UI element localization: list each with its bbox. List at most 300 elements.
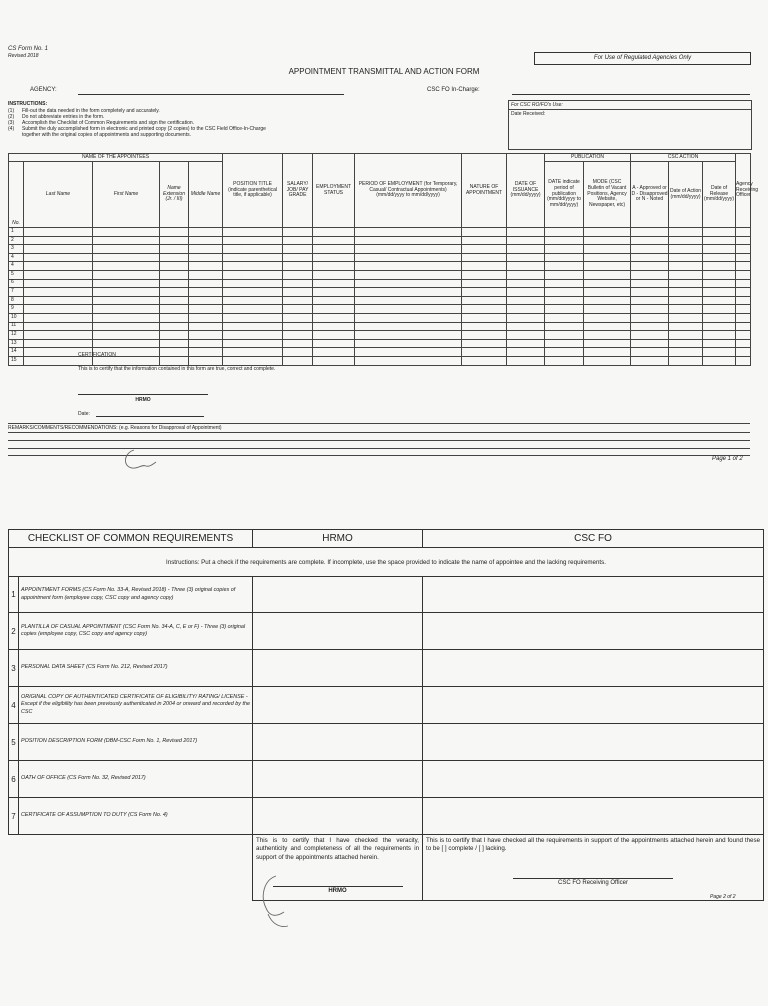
appointee-cell[interactable] <box>669 253 703 262</box>
appointee-cell[interactable] <box>223 331 283 340</box>
appointee-cell[interactable] <box>736 305 751 314</box>
appointee-cell[interactable] <box>462 356 507 365</box>
appointee-cell[interactable] <box>189 262 223 271</box>
appointee-cell[interactable] <box>283 236 313 245</box>
appointee-cell[interactable] <box>283 228 313 237</box>
appointee-cell[interactable] <box>283 348 313 357</box>
appointee-cell[interactable] <box>545 339 584 348</box>
appointee-row <box>9 262 751 271</box>
appointee-cell[interactable] <box>93 296 160 305</box>
appointee-cell[interactable] <box>355 288 462 297</box>
appointee-cell[interactable] <box>631 305 669 314</box>
appointee-cell[interactable] <box>189 348 223 357</box>
appointee-cell[interactable] <box>507 348 545 357</box>
appointee-cell[interactable] <box>584 331 631 340</box>
appointee-cell[interactable] <box>223 339 283 348</box>
appointee-cell[interactable] <box>462 305 507 314</box>
appointee-cell[interactable] <box>703 270 736 279</box>
checklist-instructions-cell <box>9 548 764 577</box>
appointee-cell[interactable] <box>736 228 751 237</box>
appointee-cell[interactable] <box>355 322 462 331</box>
appointee-cell[interactable] <box>703 313 736 322</box>
appointee-cell[interactable] <box>669 348 703 357</box>
appointee-cell[interactable] <box>24 288 93 297</box>
appointee-cell[interactable] <box>160 313 189 322</box>
appointee-cell[interactable] <box>93 279 160 288</box>
appointee-cell[interactable] <box>507 356 545 365</box>
appointee-cell[interactable] <box>283 288 313 297</box>
appointee-cell[interactable] <box>189 228 223 237</box>
appointee-cell[interactable] <box>313 356 355 365</box>
appointee-cell[interactable] <box>160 253 189 262</box>
appointee-cell[interactable] <box>584 296 631 305</box>
handwritten-initial-icon <box>116 446 158 474</box>
appointee-cell[interactable] <box>507 322 545 331</box>
appointee-cell[interactable] <box>631 296 669 305</box>
requirement-eligibility: ORIGINAL COPY OF AUTHENTICATED CERTIFICATE OF ELIGIBILITY/ RATING/ LICENSE - Except if the eligibility has been previously authenticated in 2004 or onward and recorded by the CSC <box>19 687 253 724</box>
appointee-cell[interactable] <box>93 245 160 254</box>
appointee-cell[interactable] <box>223 236 283 245</box>
checklist-instructions: Instructions: Put a check if the requirements are complete. If incomplete, use the space provided to indicate the name of appointee and the lacking requirements. <box>166 558 606 566</box>
appointee-cell[interactable] <box>189 288 223 297</box>
appointee-cell[interactable] <box>283 331 313 340</box>
appointee-cell[interactable] <box>736 331 751 340</box>
appointee-cell[interactable] <box>736 245 751 254</box>
appointee-cell[interactable] <box>160 331 189 340</box>
appointee-cell[interactable] <box>160 245 189 254</box>
appointee-cell[interactable] <box>703 228 736 237</box>
appointee-cell[interactable] <box>736 339 751 348</box>
appointee-cell[interactable] <box>669 270 703 279</box>
appointee-cell[interactable] <box>584 348 631 357</box>
appointee-cell[interactable] <box>507 253 545 262</box>
appointee-cell[interactable] <box>313 322 355 331</box>
appointee-cell[interactable] <box>24 313 93 322</box>
hrmo-check-cell[interactable] <box>253 687 423 724</box>
appointee-cell[interactable] <box>507 270 545 279</box>
appointee-cell[interactable] <box>93 262 160 271</box>
hrmo-check-cell[interactable] <box>253 613 423 650</box>
appointee-cell[interactable] <box>93 288 160 297</box>
appointee-cell[interactable] <box>631 348 669 357</box>
cscfo-check-cell[interactable] <box>423 761 764 798</box>
appointee-cell[interactable] <box>703 236 736 245</box>
appointee-cell[interactable] <box>545 322 584 331</box>
appointee-cell[interactable] <box>631 313 669 322</box>
cscfo-check-cell[interactable] <box>423 724 764 761</box>
appointee-cell[interactable] <box>283 279 313 288</box>
appointee-cell[interactable] <box>355 313 462 322</box>
appointee-cell[interactable] <box>507 236 545 245</box>
appointee-cell[interactable] <box>584 288 631 297</box>
appointee-cell[interactable] <box>160 296 189 305</box>
appointee-cell[interactable] <box>24 305 93 314</box>
appointee-cell[interactable] <box>703 288 736 297</box>
appointee-cell[interactable] <box>703 305 736 314</box>
appointee-cell[interactable] <box>355 348 462 357</box>
period-header: PERIOD OF EMPLOYMENT (for Temporary, Casual/ Contractual Appointments) (mm/dd/yyyy to mm/dd/yyyy) <box>355 154 462 228</box>
appointee-cell[interactable] <box>223 270 283 279</box>
cscfo-check-cell[interactable] <box>423 613 764 650</box>
appointee-cell[interactable] <box>223 305 283 314</box>
appointee-cell[interactable] <box>160 262 189 271</box>
appointee-cell[interactable] <box>507 305 545 314</box>
appointee-cell[interactable] <box>736 356 751 365</box>
appointee-row <box>9 270 751 279</box>
date-release-header: Date of Release (mm/dd/yyyy) <box>703 162 736 228</box>
appointee-row <box>9 322 751 331</box>
appointee-cell[interactable] <box>584 236 631 245</box>
hrmo-check-cell[interactable] <box>253 577 423 613</box>
csc-fo-field[interactable] <box>512 94 750 95</box>
blank-cell <box>9 835 253 901</box>
appointee-cell[interactable] <box>462 245 507 254</box>
appointee-cell[interactable] <box>24 262 93 271</box>
appointee-cell[interactable] <box>313 228 355 237</box>
appointee-cell[interactable] <box>93 236 160 245</box>
appointee-cell[interactable] <box>703 253 736 262</box>
appointee-cell[interactable] <box>545 228 584 237</box>
appointee-cell[interactable] <box>160 288 189 297</box>
appointee-cell[interactable] <box>160 356 189 365</box>
appointee-row <box>9 348 751 357</box>
appointee-cell[interactable] <box>584 245 631 254</box>
appointee-cell[interactable] <box>507 228 545 237</box>
hrmo-label: HRMO <box>135 397 151 403</box>
appointee-cell[interactable] <box>93 331 160 340</box>
appointee-cell[interactable] <box>223 279 283 288</box>
appointee-cell[interactable] <box>462 296 507 305</box>
appointee-cell[interactable] <box>736 270 751 279</box>
appointee-cell[interactable] <box>584 339 631 348</box>
appointee-cell[interactable] <box>24 279 93 288</box>
appointee-cell[interactable] <box>545 296 584 305</box>
appointee-cell[interactable] <box>24 322 93 331</box>
appointee-cell[interactable] <box>160 339 189 348</box>
appointee-cell[interactable] <box>631 331 669 340</box>
appointee-cell[interactable] <box>631 253 669 262</box>
appointee-cell[interactable] <box>545 313 584 322</box>
appointee-cell[interactable] <box>189 305 223 314</box>
form-revision: Revised 2018 <box>8 53 39 59</box>
appointee-cell[interactable] <box>24 270 93 279</box>
appointee-cell[interactable] <box>669 356 703 365</box>
appointee-cell[interactable] <box>313 313 355 322</box>
cscfo-column-header: CSC FO <box>423 530 764 548</box>
appointee-cell[interactable] <box>703 356 736 365</box>
appointee-cell[interactable] <box>545 279 584 288</box>
requirement-plantilla: PLANTILLA OF CASUAL APPOINTMENT (CSC Form No. 34-A, C, E or F) - Three (3) original copies (employee copy, CSC copy and agency copy) <box>19 613 253 650</box>
appointee-cell[interactable] <box>160 279 189 288</box>
appointee-cell[interactable] <box>355 270 462 279</box>
hrmo-check-cell[interactable] <box>253 650 423 687</box>
appointee-cell[interactable] <box>703 262 736 271</box>
appointee-cell[interactable] <box>223 262 283 271</box>
appointee-cell[interactable] <box>355 262 462 271</box>
appointee-cell[interactable] <box>507 262 545 271</box>
appointee-cell[interactable] <box>669 322 703 331</box>
appointee-cell[interactable] <box>313 331 355 340</box>
appointee-cell[interactable] <box>160 270 189 279</box>
appointee-cell[interactable] <box>462 253 507 262</box>
appointee-cell[interactable] <box>313 288 355 297</box>
appointee-cell[interactable] <box>736 296 751 305</box>
appointee-cell[interactable] <box>24 236 93 245</box>
appointee-cell[interactable] <box>703 331 736 340</box>
appointee-cell[interactable] <box>703 339 736 348</box>
appointee-cell[interactable] <box>355 228 462 237</box>
appointee-cell[interactable] <box>313 236 355 245</box>
appointee-cell[interactable] <box>462 228 507 237</box>
appointee-cell[interactable] <box>462 270 507 279</box>
appointee-cell[interactable] <box>355 253 462 262</box>
appointee-cell[interactable] <box>507 296 545 305</box>
appointee-cell[interactable] <box>507 279 545 288</box>
appointee-cell[interactable] <box>313 296 355 305</box>
appointee-cell[interactable] <box>462 288 507 297</box>
appointee-cell[interactable] <box>631 279 669 288</box>
appointee-cell[interactable] <box>462 348 507 357</box>
appointee-cell[interactable] <box>669 296 703 305</box>
instruction-item: (3) Accomplish the Checklist of Common Requirements and sign the certification. <box>8 120 195 126</box>
appointee-cell[interactable] <box>631 356 669 365</box>
appointee-cell[interactable] <box>24 331 93 340</box>
appointee-cell[interactable] <box>545 270 584 279</box>
appointee-cell[interactable] <box>631 322 669 331</box>
appointee-cell[interactable] <box>283 262 313 271</box>
appointee-cell[interactable] <box>93 305 160 314</box>
appointee-cell[interactable] <box>189 245 223 254</box>
appointee-cell[interactable] <box>355 236 462 245</box>
appointee-cell[interactable] <box>355 245 462 254</box>
appointee-cell[interactable] <box>160 305 189 314</box>
cscfo-check-cell[interactable] <box>423 687 764 724</box>
row-number: 8 <box>9 296 24 305</box>
appointee-cell[interactable] <box>462 236 507 245</box>
hrmo-check-cell[interactable] <box>253 761 423 798</box>
appointee-cell[interactable] <box>223 322 283 331</box>
appointee-cell[interactable] <box>545 331 584 340</box>
appointee-cell[interactable] <box>223 253 283 262</box>
appointee-cell[interactable] <box>160 228 189 237</box>
appointee-cell[interactable] <box>93 228 160 237</box>
appointee-cell[interactable] <box>736 288 751 297</box>
appointee-cell[interactable] <box>93 339 160 348</box>
appointee-cell[interactable] <box>283 313 313 322</box>
appointee-cell[interactable] <box>93 270 160 279</box>
appointee-cell[interactable] <box>189 253 223 262</box>
appointee-cell[interactable] <box>283 296 313 305</box>
appointee-cell[interactable] <box>223 245 283 254</box>
appointee-cell[interactable] <box>223 356 283 365</box>
appointee-cell[interactable] <box>703 296 736 305</box>
appointee-cell[interactable] <box>189 356 223 365</box>
appointee-cell[interactable] <box>223 313 283 322</box>
appointee-cell[interactable] <box>631 339 669 348</box>
appointee-cell[interactable] <box>189 270 223 279</box>
cscfo-check-cell[interactable] <box>423 798 764 835</box>
appointee-cell[interactable] <box>313 245 355 254</box>
appointee-cell[interactable] <box>283 339 313 348</box>
appointee-cell[interactable] <box>24 296 93 305</box>
appointee-cell[interactable] <box>355 339 462 348</box>
appointee-cell[interactable] <box>703 279 736 288</box>
appointee-cell[interactable] <box>507 331 545 340</box>
appointee-cell[interactable] <box>160 348 189 357</box>
hrmo-check-cell[interactable] <box>253 798 423 835</box>
publication-header: PUBLICATION <box>545 154 631 162</box>
appointee-cell[interactable] <box>189 322 223 331</box>
cscfo-check-cell[interactable] <box>423 650 764 687</box>
appointee-cell[interactable] <box>160 236 189 245</box>
appointee-cell[interactable] <box>736 236 751 245</box>
appointee-cell[interactable] <box>189 296 223 305</box>
appointee-cell[interactable] <box>313 348 355 357</box>
appointee-cell[interactable] <box>223 288 283 297</box>
appointee-cell[interactable] <box>223 296 283 305</box>
appointee-cell[interactable] <box>93 313 160 322</box>
appointee-cell[interactable] <box>189 313 223 322</box>
appointee-cell[interactable] <box>584 305 631 314</box>
hrmo-signature-line[interactable] <box>78 394 208 395</box>
appointee-cell[interactable] <box>223 348 283 357</box>
appointee-cell[interactable] <box>584 253 631 262</box>
appointee-cell[interactable] <box>631 236 669 245</box>
appointee-cell[interactable] <box>669 305 703 314</box>
pub-mode-header: MODE (CSC Bulletin of Vacant Positions, Agency Website, Newspaper, etc) <box>584 162 631 228</box>
appointee-cell[interactable] <box>545 288 584 297</box>
agency-officer-header: Agency Receiving Officer <box>736 154 751 228</box>
row-number: 10 <box>9 313 24 322</box>
appointee-cell[interactable] <box>584 279 631 288</box>
appointee-cell[interactable] <box>283 270 313 279</box>
row-number: 2 <box>9 236 24 245</box>
appointee-cell[interactable] <box>283 253 313 262</box>
appointee-cell[interactable] <box>669 236 703 245</box>
appointee-cell[interactable] <box>313 339 355 348</box>
remarks-line[interactable] <box>8 433 750 441</box>
appointee-cell[interactable] <box>93 322 160 331</box>
appointee-cell[interactable] <box>160 322 189 331</box>
appointee-cell[interactable] <box>669 288 703 297</box>
appointee-cell[interactable] <box>545 356 584 365</box>
appointee-cell[interactable] <box>703 245 736 254</box>
appointee-cell[interactable] <box>736 279 751 288</box>
appointee-cell[interactable] <box>669 228 703 237</box>
agency-field[interactable] <box>78 94 344 95</box>
appointee-cell[interactable] <box>545 262 584 271</box>
appointee-cell[interactable] <box>355 356 462 365</box>
appointee-cell[interactable] <box>283 305 313 314</box>
pub-date-header: DATE indicate period of publication (mm/dd/yyyy to mm/dd/yyyy) <box>545 162 584 228</box>
appointee-cell[interactable] <box>24 339 93 348</box>
appointee-cell[interactable] <box>703 322 736 331</box>
appointee-cell[interactable] <box>355 305 462 314</box>
appointee-cell[interactable] <box>584 356 631 365</box>
appointee-cell[interactable] <box>545 253 584 262</box>
appointee-cell[interactable] <box>462 339 507 348</box>
appointee-cell[interactable] <box>631 245 669 254</box>
appointee-cell[interactable] <box>283 245 313 254</box>
appointee-cell[interactable] <box>669 279 703 288</box>
appointee-cell[interactable] <box>189 236 223 245</box>
appointee-cell[interactable] <box>507 245 545 254</box>
appointee-cell[interactable] <box>545 245 584 254</box>
appointee-cell[interactable] <box>507 313 545 322</box>
appointee-cell[interactable] <box>355 296 462 305</box>
appointee-cell[interactable] <box>703 348 736 357</box>
certification-text: This is to certify that the information contained in this form are true, correct and complete. <box>78 366 276 372</box>
appointee-cell[interactable] <box>223 228 283 237</box>
appointee-cell[interactable] <box>462 322 507 331</box>
appointee-cell[interactable] <box>313 253 355 262</box>
appointee-cell[interactable] <box>462 262 507 271</box>
appointee-cell[interactable] <box>736 313 751 322</box>
appointee-cell[interactable] <box>462 313 507 322</box>
appointee-cell[interactable] <box>462 279 507 288</box>
appointee-cell[interactable] <box>631 270 669 279</box>
appointee-cell[interactable] <box>24 228 93 237</box>
appointee-cell[interactable] <box>507 339 545 348</box>
appointee-cell[interactable] <box>669 313 703 322</box>
appointee-cell[interactable] <box>545 236 584 245</box>
row-number: 6 <box>9 279 24 288</box>
appointee-cell[interactable] <box>584 228 631 237</box>
appointee-cell[interactable] <box>24 253 93 262</box>
appointee-cell[interactable] <box>283 322 313 331</box>
appointee-cell[interactable] <box>736 262 751 271</box>
appointee-cell[interactable] <box>669 339 703 348</box>
appointee-cell[interactable] <box>736 348 751 357</box>
appointee-cell[interactable] <box>93 253 160 262</box>
row-number: 4 <box>9 253 24 262</box>
appointee-cell[interactable] <box>189 331 223 340</box>
appointee-cell[interactable] <box>736 322 751 331</box>
appointee-cell[interactable] <box>631 288 669 297</box>
date-field[interactable] <box>96 416 204 417</box>
appointee-cell[interactable] <box>584 270 631 279</box>
appointee-cell[interactable] <box>545 348 584 357</box>
cscfo-check-cell[interactable] <box>423 577 764 613</box>
appointee-cell[interactable] <box>462 331 507 340</box>
item-number: 6 <box>9 761 19 798</box>
appointee-cell[interactable] <box>669 262 703 271</box>
appointee-cell[interactable] <box>669 331 703 340</box>
appointee-cell[interactable] <box>631 228 669 237</box>
appointee-cell[interactable] <box>584 313 631 322</box>
appointee-cell[interactable] <box>189 279 223 288</box>
appointee-cell[interactable] <box>355 279 462 288</box>
appointee-cell[interactable] <box>24 245 93 254</box>
hrmo-check-cell[interactable] <box>253 724 423 761</box>
appointee-cell[interactable] <box>545 305 584 314</box>
appointee-cell[interactable] <box>631 262 669 271</box>
hrmo-certification-text: This is to certify that I have checked the veracity, authenticity and completeness of all the requirements in support of the appointments attached herein. <box>256 837 420 861</box>
appointee-cell[interactable] <box>669 245 703 254</box>
appointee-cell[interactable] <box>313 305 355 314</box>
appointee-cell[interactable] <box>507 288 545 297</box>
appointee-cell[interactable] <box>313 262 355 271</box>
appointee-cell[interactable] <box>584 262 631 271</box>
appointee-cell[interactable] <box>355 331 462 340</box>
appointee-cell[interactable] <box>189 339 223 348</box>
appointee-cell[interactable] <box>313 279 355 288</box>
appointee-cell[interactable] <box>283 356 313 365</box>
appointee-cell[interactable] <box>736 253 751 262</box>
appointee-cell[interactable] <box>313 270 355 279</box>
appointee-cell[interactable] <box>584 322 631 331</box>
date-action-header: Date of Action (mm/dd/yyyy) <box>669 162 703 228</box>
